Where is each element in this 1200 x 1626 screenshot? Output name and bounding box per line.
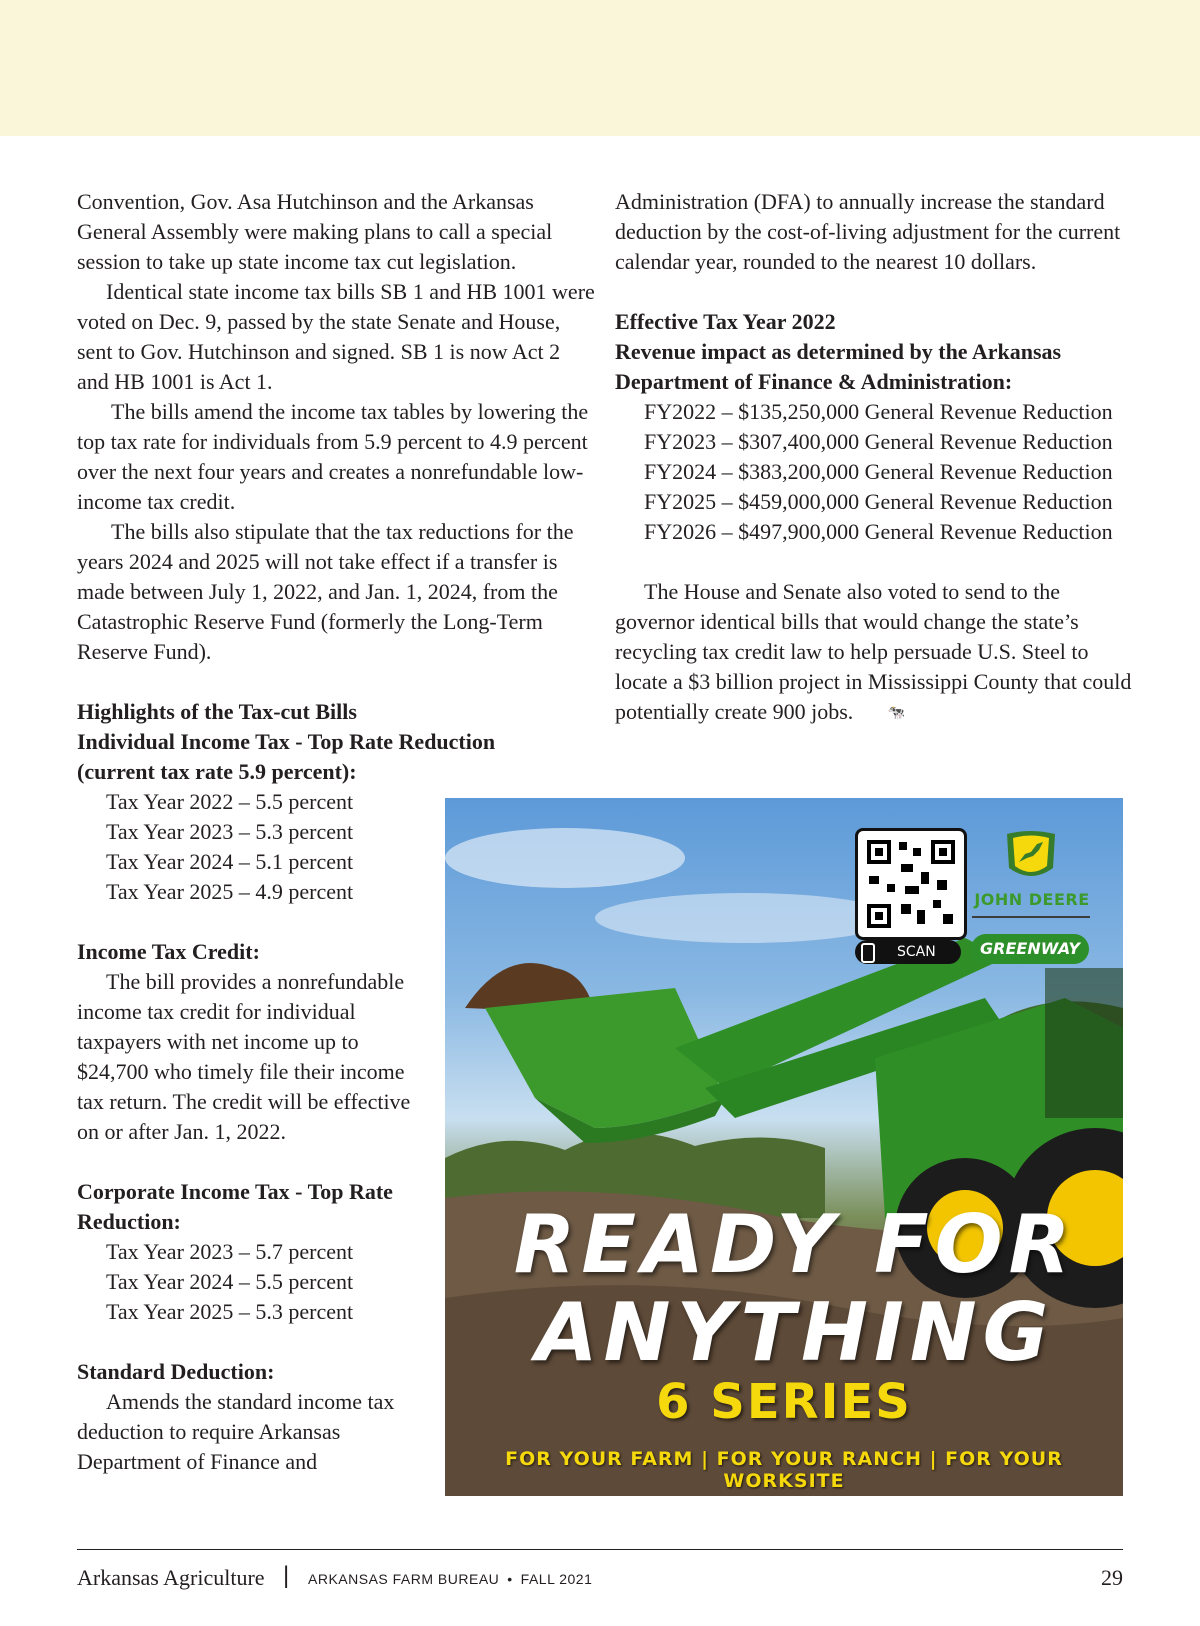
corporate-heading: Corporate Income Tax - Top Rate [77,1179,393,1204]
scan-button[interactable] [855,940,961,964]
revenue-item: FY2024 – $383,200,000 General Revenue Reduction [644,459,1113,484]
brand-divider [972,916,1090,918]
footer-org-issue [308,1571,592,1587]
right-article-column [615,187,1135,729]
dealer-badge: GREENWAY [971,934,1089,964]
top-banner-band [0,0,1200,136]
ad-headline-line2: ANYTHING [535,1286,1055,1379]
revenue-item: FY2023 – $307,400,000 General Revenue Reduction [644,429,1113,454]
credit-paragraph: The bill provides a nonrefundable income tax credit for individual taxpayers with net income up to $24,700 who timely file their income tax return. The credit will be effective on or after Jan. 1, 2022. [77,969,411,1144]
deduction-paragraph: Amends the standard income tax deduction to require Arkansas Department of Finance and [77,1389,395,1474]
page-number: 29 [1101,1565,1123,1590]
individual-rate-item: Tax Year 2025 – 4.9 percent [106,879,354,904]
revenue-item: FY2025 – $459,000,000 General Revenue Reduction [644,489,1113,514]
publication-title: Arkansas Agriculture [77,1565,265,1590]
issue-label: FALL 2021 [520,1571,593,1587]
corporate-rate-item: Tax Year 2023 – 5.7 percent [106,1239,354,1264]
scan-label: SCAN [897,944,936,960]
end-mark-icon: 🐄 [887,705,906,721]
revenue-item: FY2026 – $497,900,000 General Revenue Reduction [644,519,1113,544]
john-deere-logo-icon [1003,828,1059,884]
corporate-rate-item: Tax Year 2024 – 5.5 percent [106,1269,354,1294]
footer-divider [77,1549,1123,1550]
paragraph-stipulation: The bills also stipulate that the tax reductions for the years 2024 and 2025 will not take effect if a transfer is made between July 1, 2022, and Jan. 1, 2024, from the Catastrophic Reserve Fund (formerly the Long-Term Reserve Fund). [77,519,574,664]
current-rate-note: (current tax rate 5.9 percent): [77,759,357,784]
effective-year-heading: Effective Tax Year 2022 [615,309,836,334]
paragraph-convention: Convention, Gov. Asa Hutchinson and the Arkansas General Assembly were making plans to call a special session to take up state income tax cut legislation. [77,189,553,274]
ad-tagline: FOR YOUR FARM | FOR YOUR RANCH | FOR YOUR WORKSITE [505,1448,1063,1492]
ad-series-title: 6 SERIES [656,1374,912,1430]
individual-rate-item: Tax Year 2022 – 5.5 percent [106,789,354,814]
revenue-impact-heading-cont: Department of Finance & Administration: [615,369,1013,394]
corporate-rate-item: Tax Year 2025 – 5.3 percent [106,1299,354,1324]
ad-headline-line1: READY FOR [513,1198,1077,1291]
individual-rate-item: Tax Year 2024 – 5.1 percent [106,849,354,874]
phone-icon [861,943,875,963]
corporate-heading-cont: Reduction: [77,1209,181,1234]
qr-code[interactable] [855,828,967,940]
individual-rate-heading: Individual Income Tax - Top Rate Reduction [77,729,496,754]
paragraph-dfa: Administration (DFA) to annually increase the standard deduction by the cost-of-living adjustment for the current calendar year, rounded to the nearest 10 dollars. [615,189,1121,274]
footer-separator: | [283,1562,290,1589]
paragraph-tax-tables: The bills amend the income tax tables by lowering the top tax rate for individuals from 5.9 percent to 4.9 percent over the next four years and creates a nonrefundable low-income tax credit. [77,399,589,514]
revenue-item: FY2022 – $135,250,000 General Revenue Reduction [644,399,1113,424]
paragraph-recycling-credit [615,577,1135,729]
deduction-heading: Standard Deduction: [77,1359,275,1384]
brand-name: JOHN DEERE [974,890,1090,909]
qr-code-icon [861,834,961,934]
individual-rate-item: Tax Year 2023 – 5.3 percent [106,819,354,844]
revenue-impact-heading: Revenue impact as determined by the Arkansas [615,339,1062,364]
organization-name: ARKANSAS FARM BUREAU [308,1571,500,1587]
john-deere-advertisement[interactable] [445,798,1123,1496]
bullet-separator: • [507,1571,513,1587]
highlights-heading: Highlights of the Tax-cut Bills [77,699,357,724]
recycling-text: The House and Senate also voted to send to the governor identical bills that would change the state’s recycling tax credit law to help persuade U.S. Steel to locate a $3 billion project in Mississippi County that could potentially create 900 jobs. [615,579,1132,724]
paragraph-bills-voted: Identical state income tax bills SB 1 and HB 1001 were voted on Dec. 9, passed by the state Senate and House, sent to Gov. Hutchinson and signed. SB 1 is now Act 2 and HB 1001 is Act 1. [77,279,595,394]
credit-heading: Income Tax Credit: [77,939,260,964]
